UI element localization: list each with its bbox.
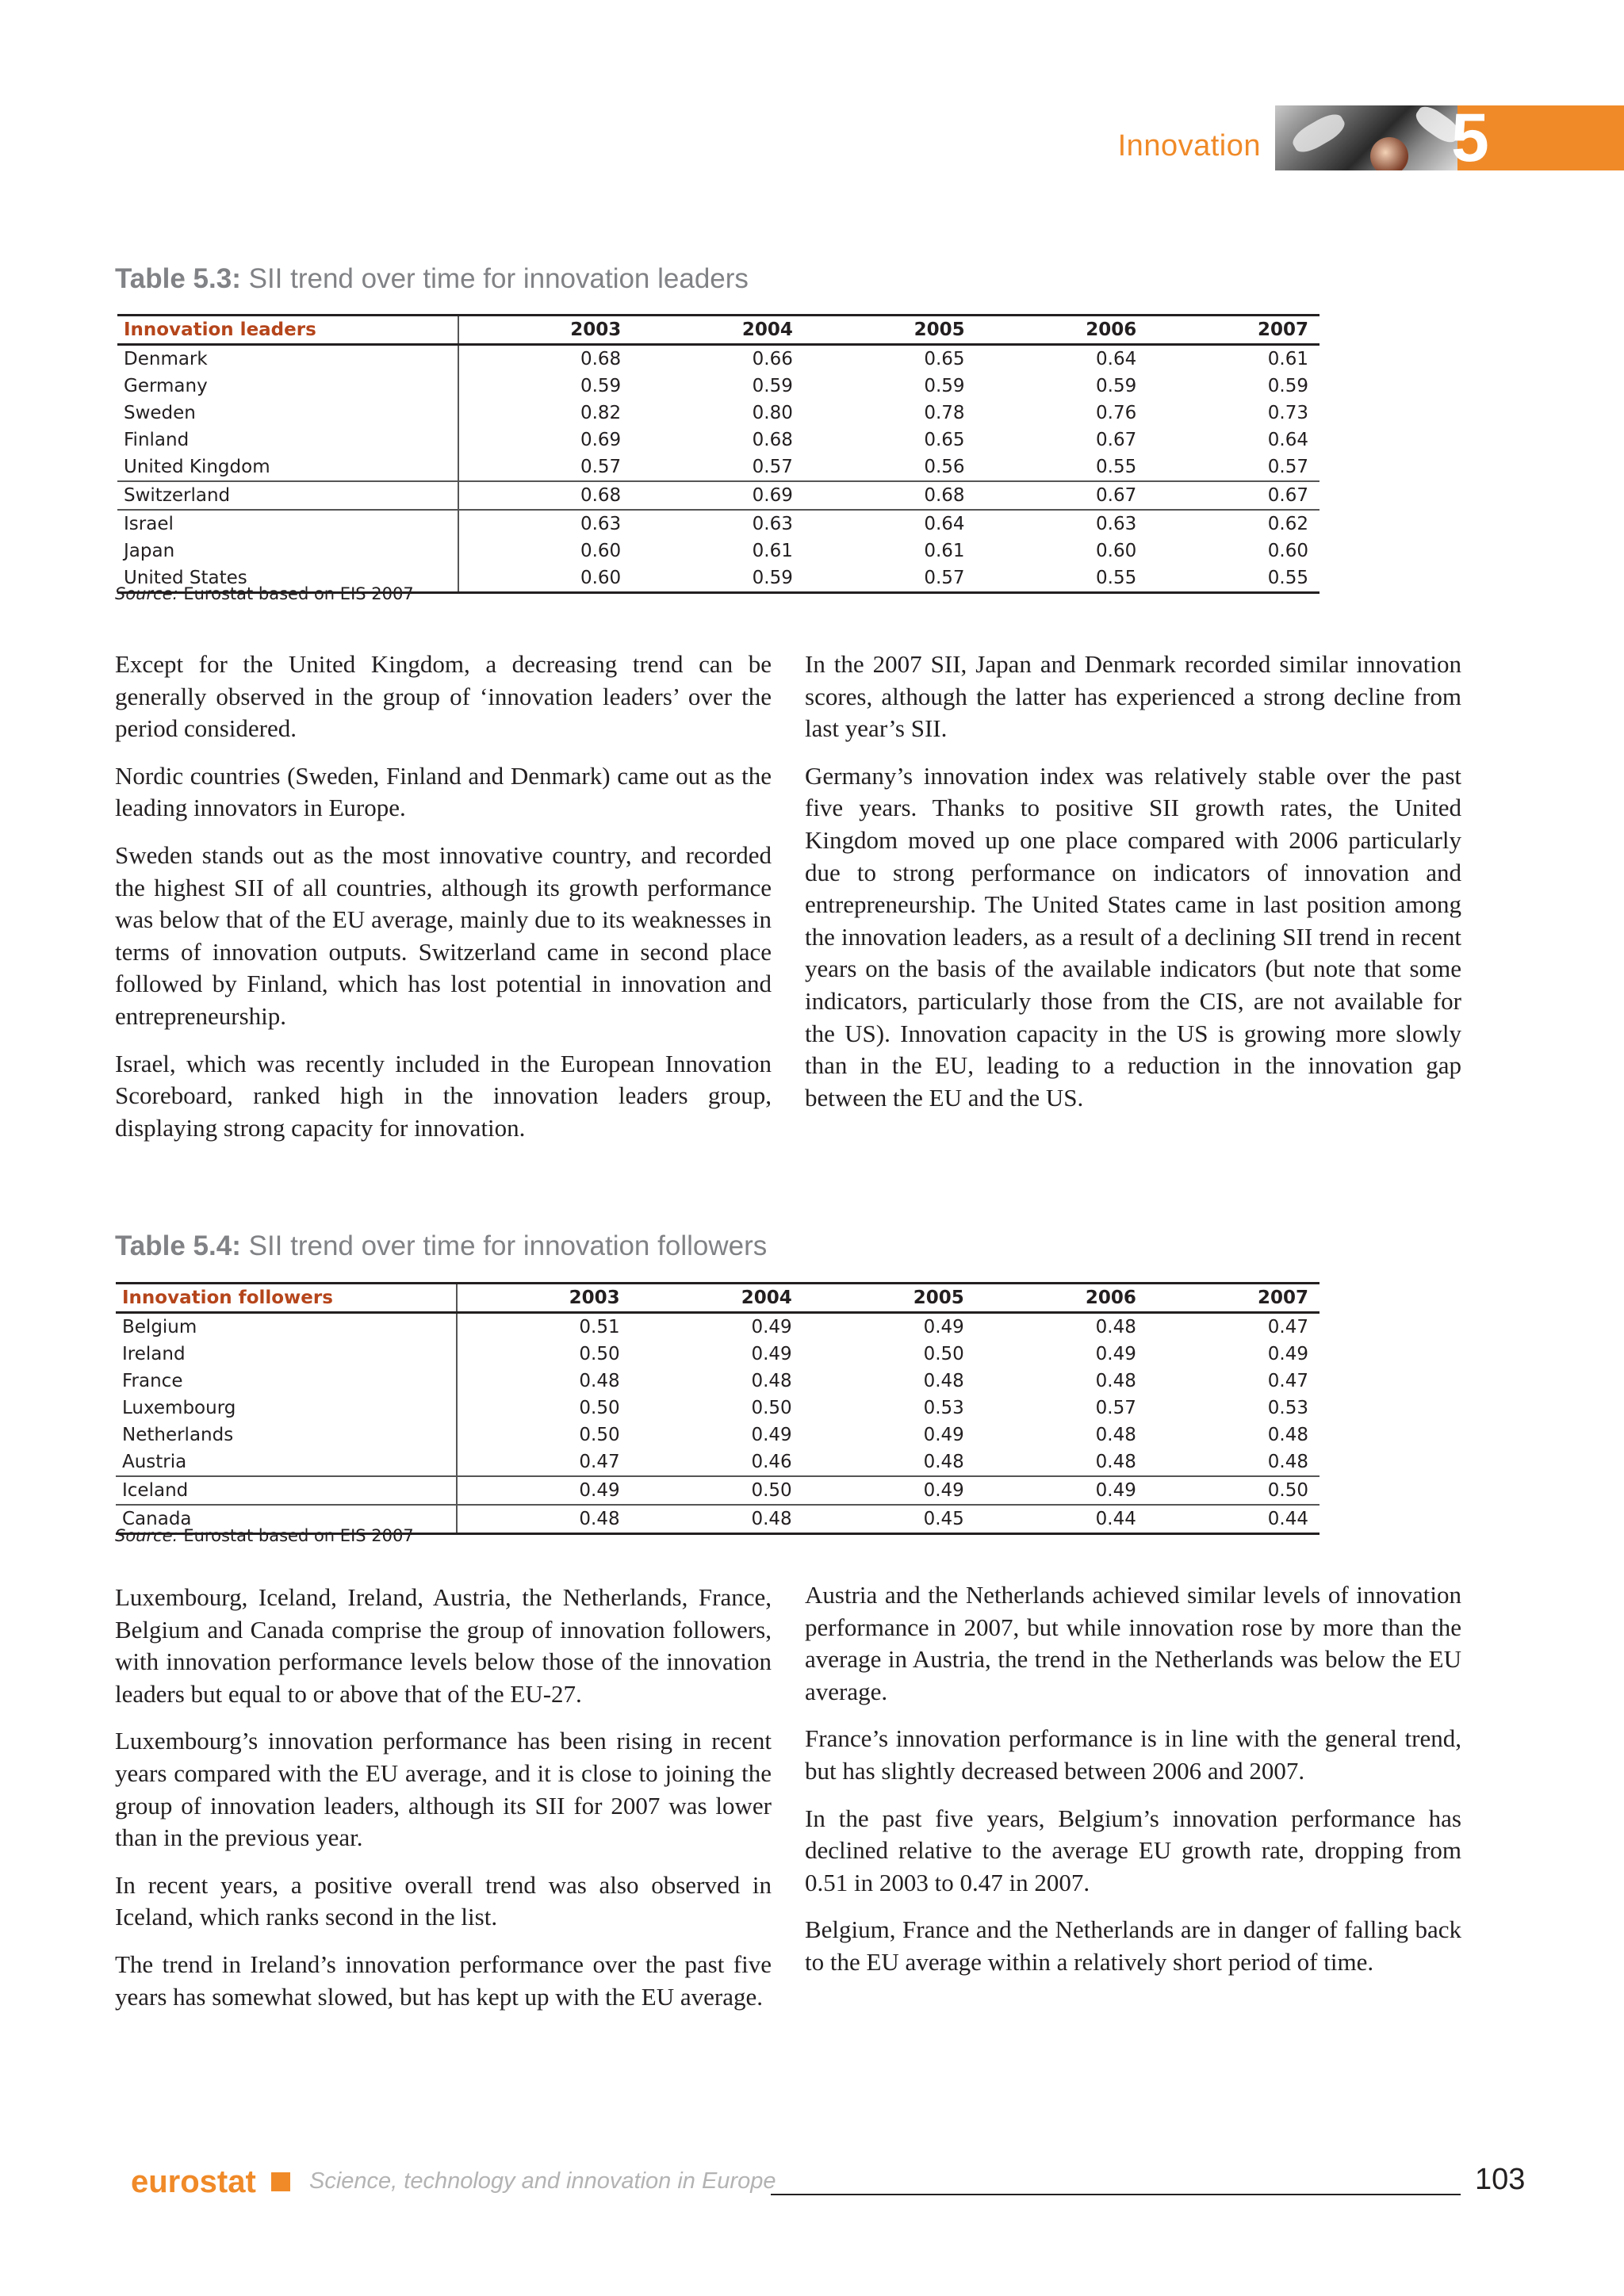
value-cell: 0.55 (976, 564, 1148, 593)
footer-rule (771, 2194, 1461, 2195)
value-cell: 0.48 (579, 1371, 620, 1391)
value-cell: 0.44 (975, 1505, 1147, 1534)
value-cell: 0.59 (580, 376, 622, 396)
country-cell: Canada (116, 1505, 457, 1534)
value-cell: 0.55 (1147, 564, 1320, 593)
country-cell: Sweden (117, 400, 458, 427)
value-cell: 0.59 (1096, 376, 1137, 396)
column-header-year: 2007 (1147, 1284, 1320, 1313)
value-cell: 0.49 (751, 1344, 792, 1364)
body-paragraph: Germany’s innovation index was relatively stable over the past five years. Thanks to positive SII growth rates, the United Kingdom moved up one place compared with 2006 particularly due to strong performance on indicators of innovation and entrepreneurship. The United States came in last position among the innovation leaders, as a result of a declining SII trend in recent years on the basis of the available indicators (but note that some indicators, particularly those from the CIS, are not available for the US). Innovation capacity in the US is growing more slowly than in the EU, leading to a reduction in the innovation gap between the EU and the US. (805, 761, 1461, 1112)
value-cell: 0.60 (1096, 541, 1137, 561)
value-cell: 0.68 (804, 481, 976, 510)
value-cell: 0.49 (975, 1476, 1147, 1505)
body-paragraph: In the past five years, Belgium’s innovation performance has declined relative to the average EU growth rate, dropping from 0.51 in 2003 to 0.47 in 2007. (805, 1804, 1461, 1896)
value-cell: 0.50 (1147, 1476, 1320, 1505)
value-cell: 0.49 (803, 1476, 975, 1505)
country-cell: Iceland (116, 1476, 457, 1505)
country-cell: Ireland (116, 1341, 457, 1368)
chapter-number: 5 (1451, 100, 1489, 176)
value-cell: 0.63 (458, 510, 632, 538)
value-cell: 0.59 (1267, 376, 1308, 396)
value-cell: 0.62 (1147, 510, 1320, 538)
value-cell: 0.44 (1147, 1505, 1320, 1534)
table-row (117, 427, 1320, 453)
body-paragraph: Except for the United Kingdom, a decreasing trend can be generally observed in the group of ‘innovation leaders’ over the period considered. (115, 650, 772, 743)
country-cell: Japan (117, 538, 458, 564)
photo-shape (1289, 109, 1349, 158)
value-cell: 0.48 (923, 1371, 964, 1391)
body-paragraph: Nordic countries (Sweden, Finland and Denmark) came out as the leading innovators in Europe. (115, 761, 772, 822)
value-cell: 0.69 (580, 430, 622, 450)
value-cell: 0.61 (1267, 349, 1308, 369)
table-row (116, 1476, 1320, 1505)
value-cell: 0.49 (923, 1317, 964, 1337)
value-cell: 0.59 (924, 376, 965, 396)
column-header-year: 2004 (632, 316, 804, 345)
left-column-2 (115, 1582, 772, 2028)
value-cell: 0.48 (1095, 1371, 1136, 1391)
country-cell: Netherlands (116, 1422, 457, 1448)
value-cell: 0.69 (632, 481, 804, 510)
table-row (117, 345, 1320, 373)
value-cell: 0.64 (1267, 430, 1308, 450)
table-row (117, 400, 1320, 427)
value-cell: 0.53 (1267, 1398, 1308, 1418)
value-cell: 0.76 (1096, 403, 1137, 423)
value-cell: 0.50 (579, 1398, 620, 1418)
value-cell: 0.48 (1095, 1317, 1136, 1337)
value-cell: 0.46 (751, 1452, 792, 1472)
country-cell: Belgium (116, 1313, 457, 1341)
body-paragraph: Luxembourg, Iceland, Ireland, Austria, the Netherlands, France, Belgium and Canada comprise the group of innovation followers, with innovation performance levels below those of the innovation leaders but equal to or above that of the EU-27. (115, 1583, 772, 1708)
value-cell: 0.50 (751, 1398, 792, 1418)
body-paragraph: Sweden stands out as the most innovative country, and recorded the highest SII of all countries, although its growth performance was below that of the EU average, mainly due to its weaknesses in terms of innovation outputs. Switzerland came in second place followed by Finland, which has lost potential in innovation and entrepreneurship. (115, 840, 772, 1030)
value-cell: 0.49 (751, 1317, 792, 1337)
value-cell: 0.47 (1267, 1371, 1308, 1391)
value-cell: 0.60 (1267, 541, 1308, 561)
value-cell: 0.48 (457, 1505, 631, 1534)
table-row (117, 538, 1320, 564)
value-cell: 0.49 (457, 1476, 631, 1505)
column-header-year: 2006 (976, 316, 1148, 345)
value-cell: 0.63 (976, 510, 1148, 538)
value-cell: 0.48 (751, 1371, 792, 1391)
value-cell: 0.48 (631, 1505, 803, 1534)
value-cell: 0.49 (1095, 1344, 1136, 1364)
body-paragraph: In recent years, a positive overall trend was also observed in Iceland, which ranks second in the list. (115, 1870, 772, 1931)
value-cell: 0.50 (579, 1344, 620, 1364)
value-cell: 0.57 (752, 457, 793, 477)
table-row (116, 1313, 1320, 1341)
table-caption-prefix: Table 5.4: (115, 1230, 241, 1261)
value-cell: 0.50 (579, 1425, 620, 1445)
country-cell: France (116, 1368, 457, 1395)
column-header-year: 2007 (1147, 316, 1320, 345)
country-cell: United States (117, 564, 458, 593)
value-cell: 0.60 (580, 541, 622, 561)
sii-leaders-table (117, 314, 1320, 594)
country-cell: Israel (117, 510, 458, 538)
column-header-year: 2003 (457, 1284, 631, 1313)
right-column-1 (805, 649, 1461, 1129)
value-cell: 0.49 (923, 1425, 964, 1445)
value-cell: 0.64 (804, 510, 976, 538)
table-caption-text: SII trend over time for innovation followers (248, 1230, 768, 1261)
value-cell: 0.48 (1267, 1452, 1308, 1472)
country-cell: Finland (117, 427, 458, 453)
value-cell: 0.57 (580, 457, 622, 477)
table-row (117, 510, 1320, 538)
table-row (116, 1422, 1320, 1448)
country-cell: Switzerland (117, 481, 458, 510)
value-cell: 0.66 (752, 349, 793, 369)
left-column-1 (115, 649, 772, 1159)
value-cell: 0.48 (1095, 1452, 1136, 1472)
value-cell: 0.49 (751, 1425, 792, 1445)
value-cell: 0.50 (631, 1476, 803, 1505)
country-cell: Austria (116, 1448, 457, 1476)
value-cell: 0.49 (1267, 1344, 1308, 1364)
header-photo (1275, 105, 1457, 170)
table-caption-prefix: Table 5.3: (115, 263, 241, 294)
body-paragraph: France’s innovation performance is in line with the general trend, but has slightly decreased between 2006 and 2007. (805, 1724, 1461, 1785)
value-cell: 0.53 (923, 1398, 964, 1418)
value-cell: 0.68 (752, 430, 793, 450)
value-cell: 0.45 (803, 1505, 975, 1534)
body-paragraph: The trend in Ireland’s innovation performance over the past five years has somewhat slowed, but has kept up with the EU average. (115, 1950, 772, 2011)
value-cell: 0.67 (1147, 481, 1320, 510)
column-header-year: 2005 (803, 1284, 975, 1313)
table-row (116, 1395, 1320, 1422)
value-cell: 0.50 (923, 1344, 964, 1364)
body-paragraph: Belgium, France and the Netherlands are in danger of falling back to the EU average within a relatively short period of time. (805, 1915, 1461, 1976)
table-header-row (117, 316, 1320, 345)
table-row (117, 453, 1320, 481)
source-label: Source: (115, 1526, 178, 1545)
table-row (117, 481, 1320, 510)
table-row (116, 1368, 1320, 1395)
value-cell: 0.67 (1096, 430, 1137, 450)
value-cell: 0.67 (976, 481, 1148, 510)
page-number: 103 (1475, 2163, 1526, 2196)
value-cell: 0.61 (924, 541, 965, 561)
photo-shape (1370, 137, 1408, 170)
value-cell: 0.55 (1096, 457, 1137, 477)
value-cell: 0.48 (923, 1452, 964, 1472)
table-header-row (116, 1284, 1320, 1313)
value-cell: 0.82 (580, 403, 622, 423)
table-row (116, 1448, 1320, 1476)
body-paragraph: In the 2007 SII, Japan and Denmark recorded similar innovation scores, although the latter has experienced a strong decline from last year’s SII. (805, 650, 1461, 743)
value-cell: 0.48 (1267, 1425, 1308, 1445)
value-cell: 0.80 (752, 403, 793, 423)
sii-followers-table (116, 1282, 1320, 1535)
value-cell: 0.59 (752, 376, 793, 396)
body-paragraph: Israel, which was recently included in the European Innovation Scoreboard, ranked high in the innovation leaders group, displaying strong capacity for innovation. (115, 1049, 772, 1142)
country-cell: United Kingdom (117, 453, 458, 481)
column-header-year: 2004 (631, 1284, 803, 1313)
value-cell: 0.63 (632, 510, 804, 538)
publication-title: Science, technology and innovation in Europe (309, 2168, 776, 2194)
value-cell: 0.65 (924, 430, 965, 450)
value-cell: 0.51 (579, 1317, 620, 1337)
value-cell: 0.47 (1267, 1317, 1308, 1337)
body-paragraph: Austria and the Netherlands achieved similar levels of innovation performance in 2007, but while innovation rose by more than the average in Austria, the trend in the Netherlands was below the EU average. (805, 1581, 1461, 1705)
value-cell: 0.57 (1267, 457, 1308, 477)
right-column-2 (805, 1579, 1461, 1994)
body-paragraph: Luxembourg’s innovation performance has been rising in recent years compared with the EU average, and it is close to joining the group of innovation leaders, although its SII for 2007 was lower than in the previous year. (115, 1727, 772, 1852)
column-header-year: 2005 (804, 316, 976, 345)
value-cell: 0.68 (580, 349, 622, 369)
table-row (117, 373, 1320, 400)
value-cell: 0.59 (632, 564, 804, 593)
value-cell: 0.78 (924, 403, 965, 423)
section-label: Innovation (1117, 129, 1261, 163)
table-source (115, 1526, 414, 1545)
source-text: Eurostat based on EIS 2007 (178, 584, 414, 603)
table-caption (115, 1230, 767, 1262)
value-cell: 0.48 (1095, 1425, 1136, 1445)
column-header-year: 2006 (975, 1284, 1147, 1313)
table-row (116, 1341, 1320, 1368)
source-text: Eurostat based on EIS 2007 (178, 1526, 414, 1545)
value-cell: 0.57 (1095, 1398, 1136, 1418)
value-cell: 0.56 (924, 457, 965, 477)
table-source (115, 584, 414, 603)
value-cell: 0.68 (458, 481, 632, 510)
value-cell: 0.64 (1096, 349, 1137, 369)
country-cell: Denmark (117, 345, 458, 373)
logo-square (271, 2172, 290, 2191)
column-header-group: Innovation leaders (117, 316, 458, 345)
value-cell: 0.73 (1267, 403, 1308, 423)
source-label: Source: (115, 584, 178, 603)
value-cell: 0.65 (924, 349, 965, 369)
table-caption-text: SII trend over time for innovation leaders (248, 263, 749, 294)
value-cell: 0.60 (458, 564, 632, 593)
value-cell: 0.61 (752, 541, 793, 561)
table-caption (115, 263, 749, 295)
value-cell: 0.57 (804, 564, 976, 593)
column-header-year: 2003 (458, 316, 632, 345)
country-cell: Luxembourg (116, 1395, 457, 1422)
column-header-group: Innovation followers (116, 1284, 457, 1313)
value-cell: 0.47 (579, 1452, 620, 1472)
country-cell: Germany (117, 373, 458, 400)
eurostat-logo: eurostat (131, 2164, 256, 2199)
